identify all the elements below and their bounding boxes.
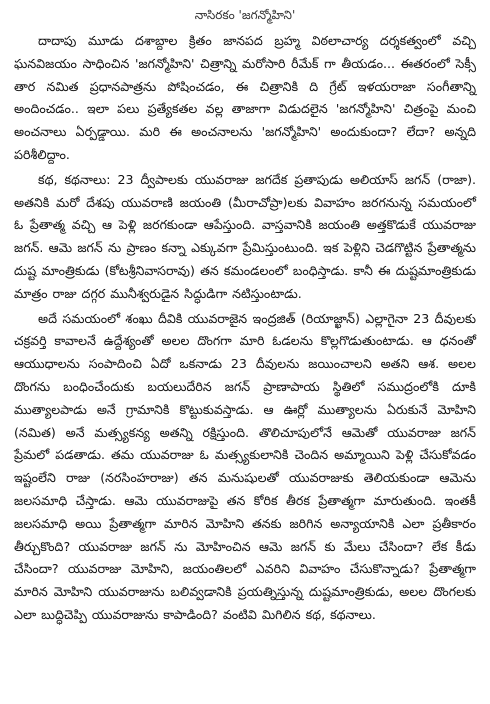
article-paragraph-story: కథ, కథనాలు: 23 ద్వీపాలకు యువరాజు జగదేక ప్రతాపుడు అలియాస్ జగన్ (రాజా). అతనికి మరో దేశపు యువరాణి జయంతి (మీరాచోప్రా)లకు వివాహం జరగనున్న సమయంలో ఓ ప్రేతాత్మ వచ్చి ఆ పెళ్లి జరగకుండా ఆపేస్తుంది. వాస్తవానికి జయంతి అత్తకొడుకే యువరాజు జగన్. ఆమె జగన్ ను ప్రాణం కన్నా ఎక్కువగా ప్రేమిస్తుంటుంది. ఇక పెళ్లిని చెడగొట్టిన ప్రేతాత్మను దుష్ట మాంత్రికుడు (కోటశ్రీనివాసరావు) తన కమండలంలో బంధిస్తాడు. కానీ ఈ దుష్టమాంత్రికుడు మాత్రం రాజు దగ్గర మునీశ్వరుడైన సిద్ధుడిగా నటిస్తుంటాడు. [14,171,476,301]
article-title: నాసిరకం 'జగన్మోహిని' [194,8,296,22]
article-paragraph-plot: అదే సమయంలో శంఖు దీవికి యువరాజైన ఇంద్రజిత్ (రియాజ్ఖాన్) ఎల్లాగైనా 23 దీవులకు చక్రవర్తి కావాలనే ఉద్దేశ్యంతో అలల దొంగగా మారి ఓడలను కొల్లగొడుతుంటాడు. ఆ ధనంతో ఆయుధాలను సంపాదించి ఏదో ఒకనాడు 23 దీవులను జయించాలని అతని ఆశ. అలల దొంగను బంధించేందుకు బయలుదేరిన జగన్ ప్రాణాపాయ స్థితిలో సముద్రంలోకి దూకి ముత్యాలపాడు అనే గ్రామానికి కొట్టుకువస్తాడు. ఆ ఊర్లో ముత్యాలను ఏరుకునే మోహిని (నమిత) అనే మత్స్యకన్య అతన్ని రక్షిస్తుంది. తొలిచూపులోనే ఆమెతో యువరాజు జగన్ ప్రేమలో పడతాడు. తమ యువరాజు ఓ మత్స్యకులానికి చెందిన అమ్మాయిని పెళ్లి చేసుకోవడం ఇష్టంలేని రాజు (నరసింహరాజు) తన మనుషులతో యువరాజుకు తెలియకుండా ఆమెను జలసమాధి చేస్తాడు. ఆమె యువరాజుపై తన కోరిక తీరక ప్రేతాత్మగా మారుతుంది. ఇంతకీ జలసమాధి అయి ప్రేతాత్మగా మారిన మోహిని తనకు జరిగిన అన్యాయానికి ఎలా ప్రతీకారం తీర్చుకొంది? యువరాజు జగన్ ను మోహించిన ఆమె జగన్ కు మేలు చేసిందా? లేక కీడు చేసిందా? యువరాజు మోహిని, జయంతిలలో ఎవరిని వివాహం చేసుకొన్నాడు? ప్రేతాత్మగా మారిన మోహిని యువరాజును బలివ్వడానికి ప్రయత్నిస్తున్న దుష్టమాంత్రికుడు, అలల దొంగలకు ఎలా బుద్ధిచెప్పి యువరాజును కాపాడింది? వంటివి మిగిలిన కథ, కథనాలు. [14,310,476,622]
article-paragraph-intro: దాదాపు మూడు దశాబ్దాల క్రితం జానపద బ్రహ్మ విఠలాచార్య దర్శకత్వంలో వచ్చి ఘనవిజయం సాధించిన 'జగన్మోహిని' చిత్రాన్ని మరోసారి రీమేక్ గా తీయడం... ఈ‌తరంలో సెక్సీ తార నమిత ప్రధానపాత్రను పోషించడం, ఈ చిత్రానికి ది గ్రేట్ ఇళయరాజా సంగీతాన్ని అందించడం.. ఇలా పలు ప్రత్యేకతల వల్ల తాజాగా విడుదలైన 'జగన్మోహిని' చిత్రంపై మంచి అంచనాలు ఏర్పడ్డాయి. మరి ఈ అంచనాలను 'జగన్మోహిని' అందుకుందా? లేదా? అన్నది పరిశీలిద్దాం. [14,33,476,162]
